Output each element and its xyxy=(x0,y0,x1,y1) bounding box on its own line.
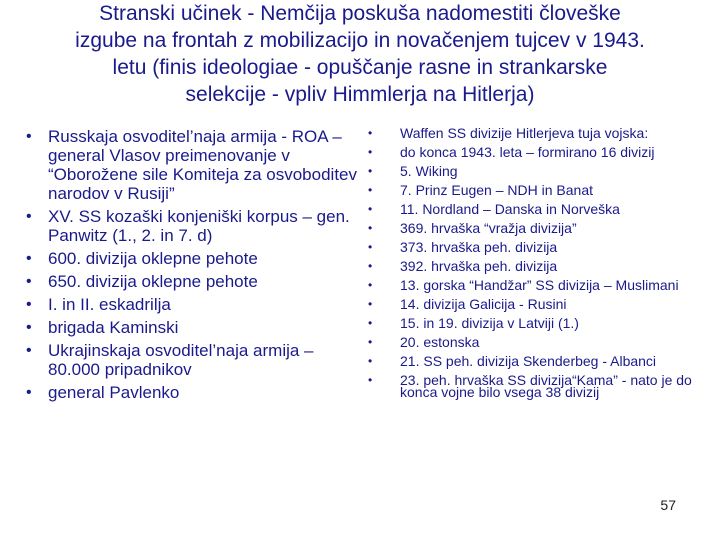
list-item-text: 7. Prinz Eugen – NDH in Banat xyxy=(400,182,593,198)
list-item xyxy=(368,146,698,158)
list-item xyxy=(368,241,698,253)
list-item-text: 13. gorska “Handžar” SS divizija – Muslimani xyxy=(400,277,679,293)
bullet-icon: • xyxy=(368,278,373,292)
bullet-icon: • xyxy=(26,296,32,313)
list-item-text: 20. estonska xyxy=(400,334,480,350)
list-item xyxy=(368,336,698,348)
bullet-icon: • xyxy=(26,342,32,359)
bullet-icon: • xyxy=(26,128,32,145)
list-item-text: do konca 1943. leta – formirano 16 divizij xyxy=(400,144,655,160)
list-item xyxy=(26,295,360,314)
title-line: izgube na frontah z mobilizacijo in novačenjem tujcev v 1943. xyxy=(75,29,645,52)
list-item xyxy=(368,279,698,291)
list-item xyxy=(368,374,698,398)
list-item xyxy=(368,298,698,310)
bullet-icon: • xyxy=(26,319,32,336)
list-item-text: 21. SS peh. divizija Skenderbeg - Albanci xyxy=(400,353,657,369)
list-item-text: 11. Nordland – Danska in Norveška xyxy=(400,201,620,217)
list-item-text: 14. divizija Galicija - Rusini xyxy=(400,296,567,312)
bullet-icon: • xyxy=(26,273,32,290)
list-item xyxy=(26,383,360,402)
bullet-icon: • xyxy=(368,240,373,254)
list-item xyxy=(26,207,360,245)
list-item-text: Russkaja osvoditel’naja armija - ROA – general Vlasov preimenovanje v “Oborožene sile Komiteja za osvoboditev narodov v Rusiji” xyxy=(48,127,357,203)
list-item xyxy=(368,165,698,177)
bullet-icon: • xyxy=(368,202,373,216)
title-line: Stranski učinek - Nemčija poskuša nadomestiti človeške xyxy=(99,2,621,25)
bullet-icon: • xyxy=(368,316,373,330)
title-line: letu (finis ideologiae - opuščanje rasne in strankarske xyxy=(112,56,608,79)
list-item-text: I. in II. eskadrilja xyxy=(48,295,171,314)
list-item-text: brigada Kaminski xyxy=(48,318,179,337)
list-item-text: 23. peh. hrvaška SS divizija“Kama” - nato je do konca vojne bilo vsega 38 divizij xyxy=(400,372,692,400)
page-number: 57 xyxy=(660,497,676,513)
list-item xyxy=(26,249,360,268)
title-line: selekcije - vpliv Himmlerja na Hitlerja) xyxy=(185,83,535,106)
list-item-text: 650. divizija oklepne pehote xyxy=(48,272,258,291)
bullet-icon: • xyxy=(368,164,373,178)
bullet-icon: • xyxy=(368,259,373,273)
bullet-icon: • xyxy=(26,384,32,401)
list-item-text: 600. divizija oklepne pehote xyxy=(48,249,258,268)
list-item xyxy=(368,317,698,329)
list-item xyxy=(26,318,360,337)
bullet-icon: • xyxy=(368,221,373,235)
list-item-text: 369. hrvaška “vražja divizija” xyxy=(400,220,577,236)
right-bullet-list xyxy=(368,127,698,405)
list-item xyxy=(26,272,360,291)
bullet-icon: • xyxy=(368,297,373,311)
list-item xyxy=(368,184,698,196)
list-item xyxy=(368,127,698,139)
bullet-icon: • xyxy=(368,354,373,368)
slide-title xyxy=(0,0,720,108)
bullet-icon: • xyxy=(368,183,373,197)
bullet-icon: • xyxy=(368,145,373,159)
list-item xyxy=(26,127,360,203)
bullet-icon: • xyxy=(368,126,373,140)
list-item-text: 5. Wiking xyxy=(400,163,458,179)
bullet-icon: • xyxy=(26,250,32,267)
bullet-icon: • xyxy=(368,373,373,387)
list-item-text: 373. hrvaška peh. divizija xyxy=(400,239,558,255)
left-bullet-list xyxy=(26,127,360,406)
list-item xyxy=(368,260,698,272)
list-item-text: 15. in 19. divizija v Latviji (1.) xyxy=(400,315,579,331)
list-item-text: Waffen SS divizije Hitlerjeva tuja vojska: xyxy=(400,125,649,141)
list-item-text: XV. SS kozaški konjeniški korpus – gen. Panwitz (1., 2. in 7. d) xyxy=(48,207,350,245)
list-item-text: Ukrajinskaja osvoditel’naja armija – 80.000 pripadnikov xyxy=(48,341,314,379)
list-item xyxy=(26,341,360,379)
bullet-icon: • xyxy=(368,335,373,349)
list-item xyxy=(368,222,698,234)
list-item-text: general Pavlenko xyxy=(48,383,180,402)
list-item-text: 392. hrvaška peh. divizija xyxy=(400,258,558,274)
list-item xyxy=(368,203,698,215)
bullet-icon: • xyxy=(26,208,32,225)
list-item xyxy=(368,355,698,367)
